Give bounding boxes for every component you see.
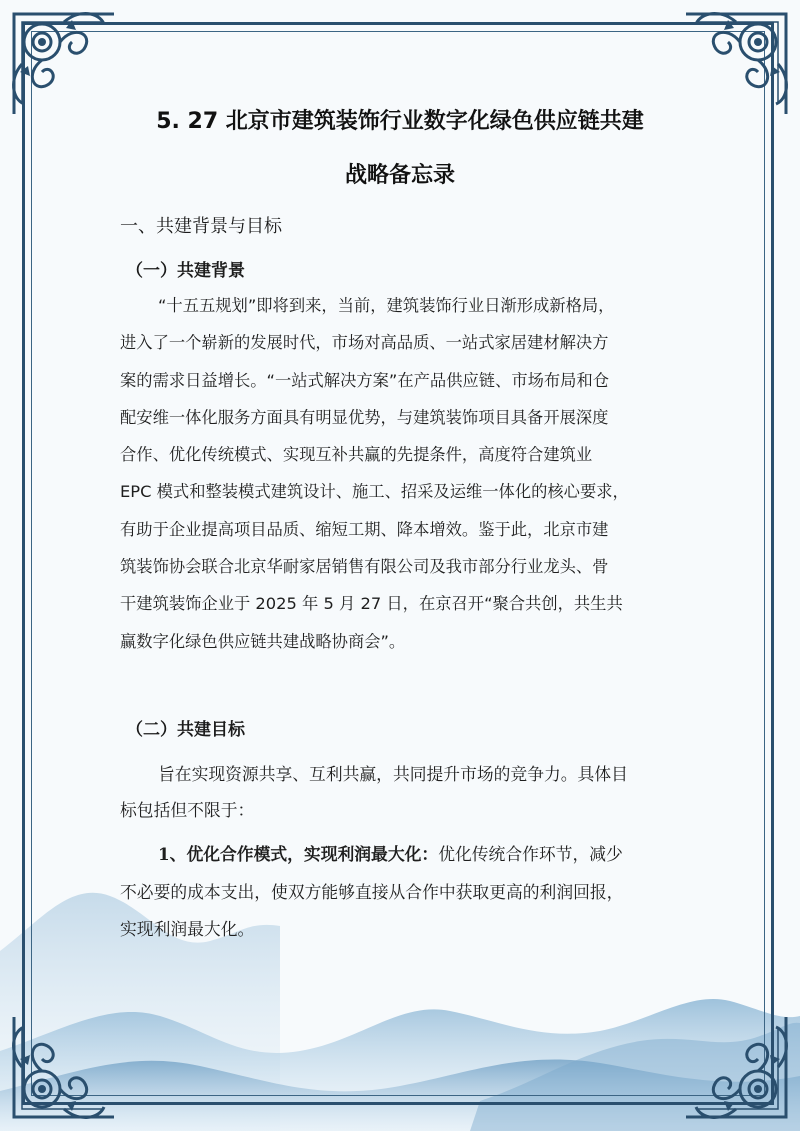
paragraph-line: 干建筑装饰企业于 2025 年 5 月 27 日，在京召开“聚合共创，共生共 (120, 594, 623, 614)
paragraph-line: 赢数字化绿色供应链共建战略协商会”。 (120, 631, 406, 651)
background-paragraph (120, 287, 690, 660)
goal-item-first-line (120, 836, 690, 874)
ornate-corner-icon (676, 1007, 796, 1127)
paragraph-line: 筑装饰协会联合北京华耐家居销售有限公司及我市部分行业龙头、骨 (120, 557, 609, 577)
goal-item-text: 优化传统合作环节，减少 (438, 844, 623, 864)
paragraph-line: 旨在实现资源共享、互利共赢，共同提升市场的竞争力。具体目 (158, 764, 628, 784)
subsection-heading-goals: （二）共建目标 (126, 720, 245, 740)
paragraph-line: 进入了一个崭新的发展时代，市场对高品质、一站式家居建材解决方 (120, 333, 609, 353)
document-title-line2: 战略备忘录 (344, 163, 455, 188)
section-heading: 一、共建背景与目标 (120, 216, 282, 237)
goal-item-lead: 1、优化合作模式，实现利润最大化： (158, 844, 439, 864)
ornate-corner-icon (4, 1007, 124, 1127)
paragraph-line: 合作、优化传统模式、实现互补共赢的先提条件，高度符合建筑业 (120, 445, 593, 465)
paragraph-line: 配安维一体化服务方面具有明显优势，与建筑装饰项目具备开展深度 (120, 407, 609, 427)
goals-paragraph (120, 756, 690, 828)
paragraph-line: “十五五规划”即将到来，当前，建筑装饰行业日渐形成新格局， (158, 296, 615, 315)
paragraph-line: 标包括但不限于： (120, 800, 255, 820)
goal-item-1 (120, 836, 690, 949)
paragraph-line: 实现利润最大化。 (120, 919, 255, 939)
paragraph-line: 不必要的成本支出，使双方能够直接从合作中获取更高的利润回报， (120, 881, 624, 902)
document-title-line1: 5. 27 北京市建筑装饰行业数字化绿色供应链共建 (156, 109, 644, 134)
paragraph-line: 有助于企业提高项目品质、缩短工期、降本增效。鉴于此，北京市建 (120, 519, 609, 539)
paragraph-line: 案的需求日益增长。“一站式解决方案”在产品供应链、市场布局和仓 (120, 370, 610, 390)
paragraph-line: EPC 模式和整装模式建筑设计、施工、招采及运维一体化的核心要求， (120, 482, 629, 502)
subsection-heading-background: （一）共建背景 (126, 261, 245, 281)
